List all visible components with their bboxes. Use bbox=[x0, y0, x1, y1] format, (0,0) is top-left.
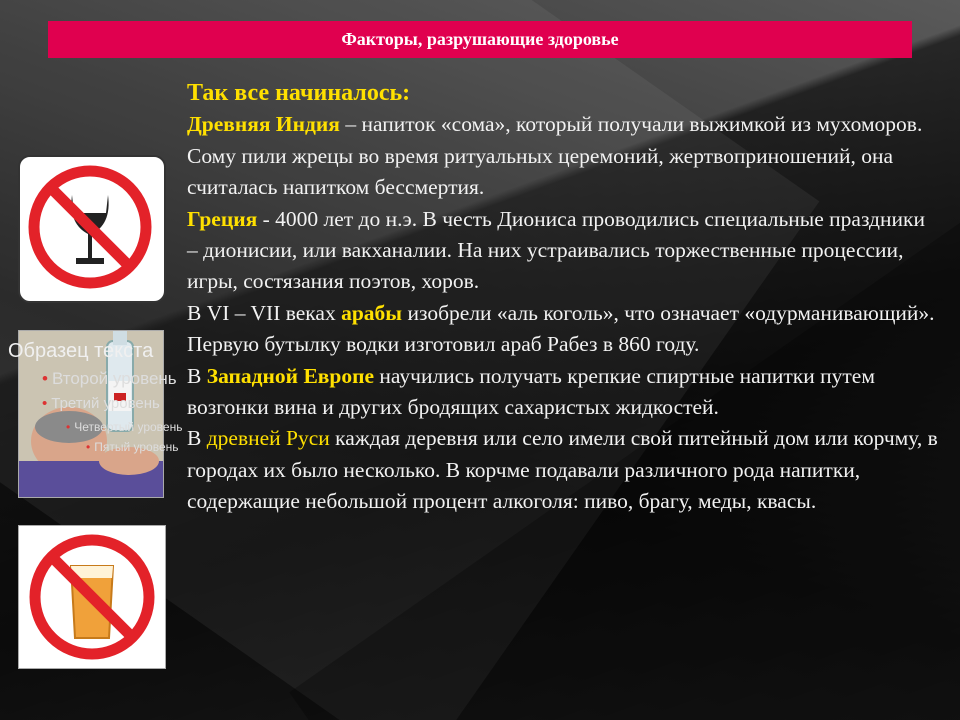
title-bar bbox=[48, 21, 912, 58]
paragraph-india: Древняя Индия – напиток «сома», который получали выжимкой из мухоморов. Сому пили жрецы во время ритуальных церемоний, жертвоприношений, она считалась напитком бессмертия. bbox=[187, 112, 923, 200]
paragraph-greece: Греция - 4000 лет до н.э. В честь Диониса проводились специальные праздники – дионисии, или вакханалии. На них устраивались торжественные процессии, игры, состязания поэтов, хоров. bbox=[187, 206, 925, 294]
placeholder-outline bbox=[8, 340, 182, 454]
no-wine-sign-icon bbox=[18, 155, 166, 303]
paragraph-rus: В древней Руси каждая деревня или село имели свой питейный дом или корчму, в городах их было несколько. В корчме подавали различного рода напитки, содержащие небольшой процент алкоголя: пиво, брагу, меды, квасы. bbox=[187, 426, 938, 514]
main-text bbox=[187, 78, 939, 518]
no-beer-sign-icon bbox=[18, 525, 166, 669]
paragraph-europe: В Западной Европе научились получать крепкие спиртные напитки путем возгонки вина и других бродящих сахаристых жидкостей. bbox=[187, 363, 875, 420]
placeholder-level-5: • Пятый уровень bbox=[86, 440, 179, 454]
section-heading: Так все начиналось: bbox=[187, 80, 411, 106]
placeholder-level-1: Образец текста bbox=[8, 340, 154, 362]
placeholder-level-2: • Второй уровень bbox=[42, 369, 177, 388]
paragraph-arabs: В VI – VII веках арабы изобрели «аль коголь», что означает «одурманивающий». Первую бутылку водки изготовил араб Рабез в 860 году. bbox=[187, 300, 935, 357]
slide-title: Факторы, разрушающие здоровье bbox=[341, 29, 619, 49]
placeholder-level-3: • Третий уровень bbox=[42, 395, 160, 412]
placeholder-level-4: • Четвертый уровень bbox=[66, 420, 183, 434]
